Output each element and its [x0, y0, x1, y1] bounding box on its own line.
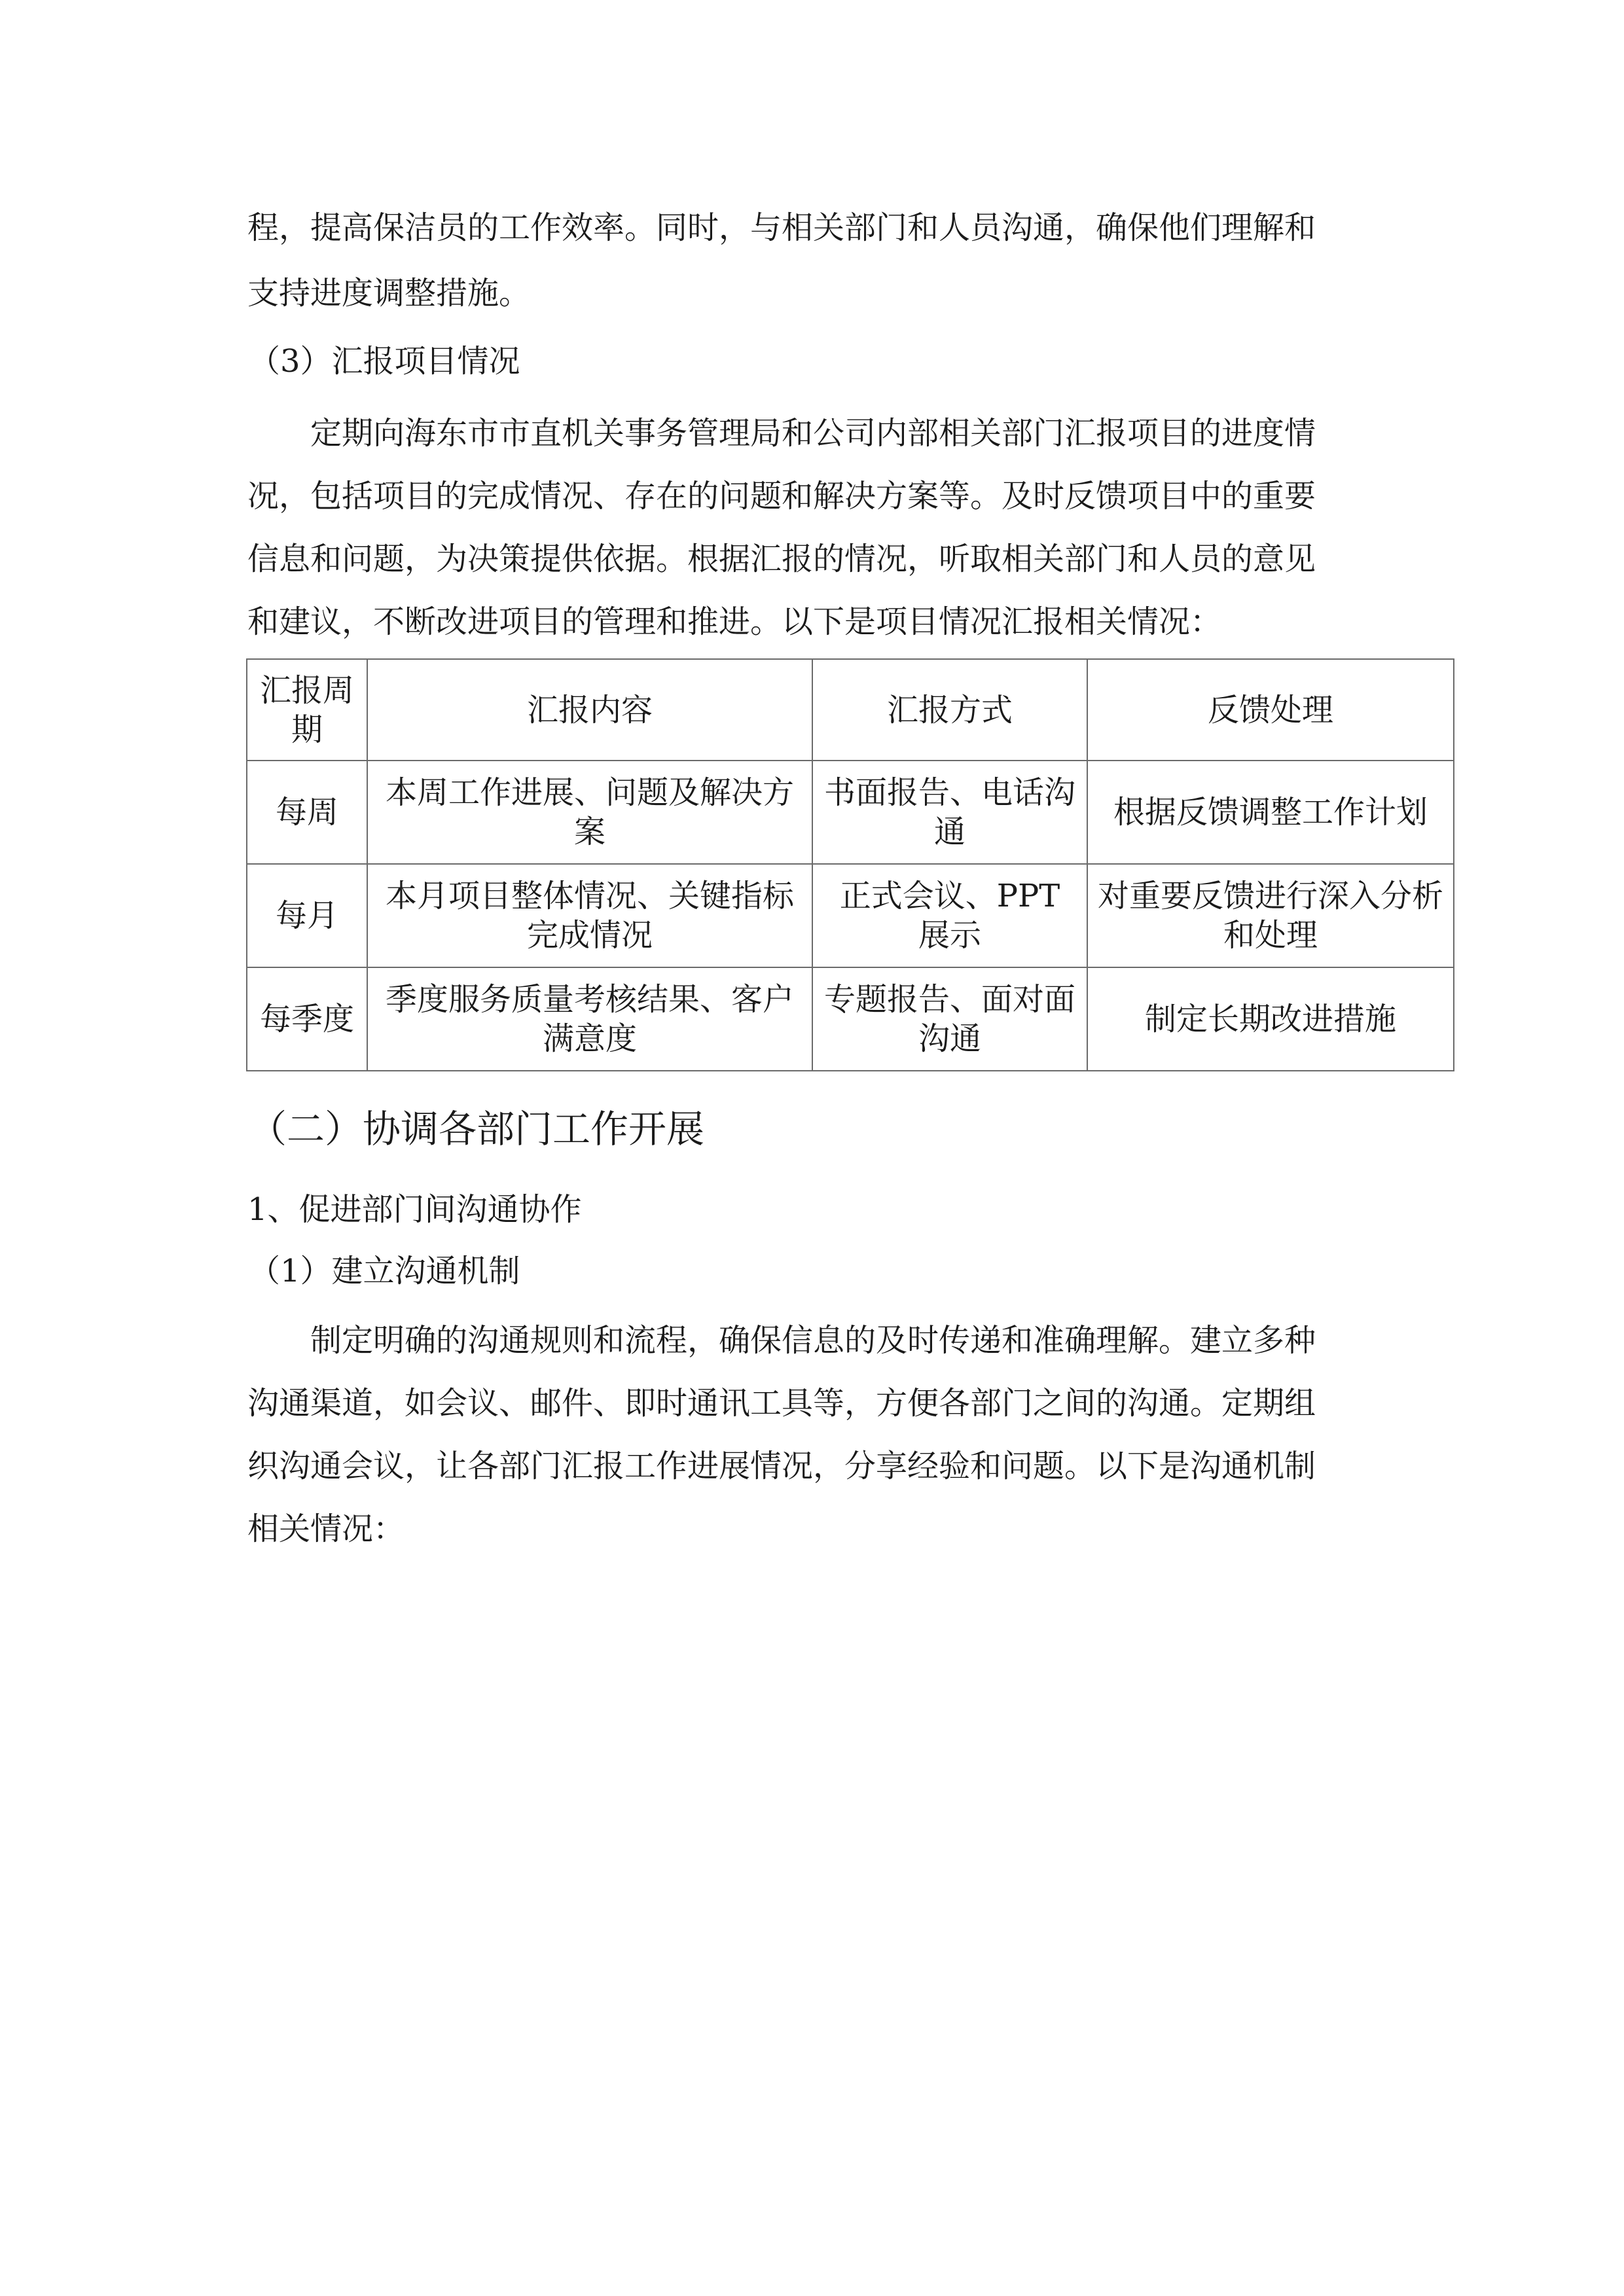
- report-paragraph-line-1: 定期向海东市市直机关事务管理局和公司内部相关部门汇报项目的进度情: [310, 415, 1316, 452]
- table-cell: 专题报告、面对面沟通: [812, 967, 1087, 1071]
- comm-paragraph-line-2: 沟通渠道，如会议、邮件、即时通讯工具等，方便各部门之间的沟通。定期组: [247, 1385, 1316, 1422]
- table-row: [247, 864, 1454, 967]
- report-paragraph-line-4: 和建议，不断改进项目的管理和推进。以下是项目情况汇报相关情况：: [247, 603, 1222, 640]
- comm-paragraph-line-1: 制定明确的沟通规则和流程，确保信息的及时传递和准确理解。建立多种: [310, 1322, 1316, 1359]
- header-cell-content: 汇报内容: [367, 659, 812, 761]
- report-table: [246, 658, 1454, 1071]
- header-cell-method: 汇报方式: [812, 659, 1087, 761]
- table-row: [247, 967, 1454, 1071]
- item-heading-communication: 1、促进部门间沟通协作: [247, 1191, 582, 1228]
- subsection-heading-report: （3）汇报项目情况: [249, 343, 520, 380]
- intro-line-2: 支持进度调整措施。: [247, 275, 531, 312]
- header-cell-period: 汇报周期: [247, 659, 367, 761]
- table-cell: 制定长期改进措施: [1087, 967, 1454, 1071]
- table-cell: 本月项目整体情况、关键指标完成情况: [367, 864, 812, 967]
- report-paragraph-line-2: 况，包括项目的完成情况、存在的问题和解决方案等。及时反馈项目中的重要: [247, 478, 1316, 514]
- table-header-row: [247, 659, 1454, 761]
- table-cell: 书面报告、电话沟通: [812, 761, 1087, 864]
- subsection-heading-mechanism: （1）建立沟通机制: [249, 1253, 520, 1289]
- table-cell: 季度服务质量考核结果、客户满意度: [367, 967, 812, 1071]
- comm-paragraph-line-4: 相关情况：: [247, 1511, 405, 1547]
- table-cell: 每周: [247, 761, 367, 864]
- report-paragraph-line-3: 信息和问题，为决策提供依据。根据汇报的情况，听取相关部门和人员的意见: [247, 541, 1316, 577]
- table-row: [247, 761, 1454, 864]
- comm-paragraph-line-3: 织沟通会议，让各部门汇报工作进展情况，分享经验和问题。以下是沟通机制: [247, 1448, 1316, 1484]
- table-cell: 本周工作进展、问题及解决方案: [367, 761, 812, 864]
- header-cell-feedback: 反馈处理: [1087, 659, 1454, 761]
- section-heading-coordination: （二）协调各部门工作开展: [249, 1107, 705, 1151]
- table-cell: 每季度: [247, 967, 367, 1071]
- table-cell: 正式会议、PPT 展示: [812, 864, 1087, 967]
- table-cell: 对重要反馈进行深入分析和处理: [1087, 864, 1454, 967]
- table-cell: 根据反馈调整工作计划: [1087, 761, 1454, 864]
- table-cell: 每月: [247, 864, 367, 967]
- intro-line-1: 程，提高保洁员的工作效率。同时，与相关部门和人员沟通，确保他们理解和: [247, 209, 1316, 246]
